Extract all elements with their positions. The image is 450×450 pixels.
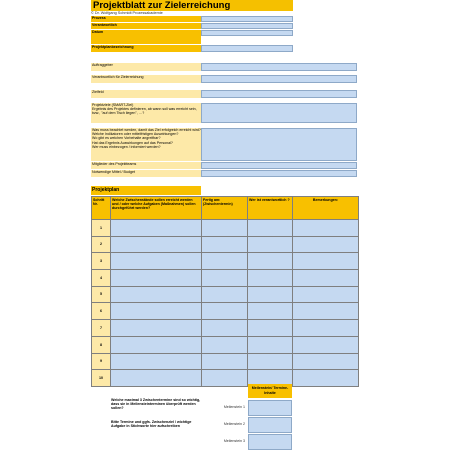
step-number: 10 bbox=[92, 370, 111, 387]
cell-wer[interactable] bbox=[248, 320, 293, 337]
field-label-mittel: Notwendige Mittel / Budget bbox=[91, 170, 201, 177]
page-subtitle: © Dr. Wolfgang Schmidt Prozessakademie bbox=[91, 11, 163, 15]
milestone-label-2: Meilenstein 2 bbox=[223, 422, 245, 426]
cell-fertig[interactable] bbox=[202, 270, 248, 287]
field-label-prozess: Prozess bbox=[91, 16, 201, 22]
header-bemerkungen: Bemerkungen: bbox=[293, 197, 359, 220]
field-label-mitglieder: Mitglieder des Projektteams bbox=[91, 162, 201, 169]
cell-wer[interactable] bbox=[248, 236, 293, 253]
field-input-fragen[interactable] bbox=[201, 128, 357, 161]
cell-fertig[interactable] bbox=[202, 320, 248, 337]
field-input-auftraggeber[interactable] bbox=[201, 63, 357, 71]
step-number: 4 bbox=[92, 270, 111, 287]
cell-zwischenstand[interactable] bbox=[111, 236, 202, 253]
table-header-row bbox=[92, 197, 359, 220]
cell-fertig[interactable] bbox=[202, 370, 248, 387]
step-number: 6 bbox=[92, 303, 111, 320]
table-row bbox=[92, 253, 359, 270]
field-label-projektziele: Projektziele (SMART-Ziel) Ergebnis des Projektes definieren, ab wann soll was erreicht sein, bzw., "auf dem Tisch liegen", …? bbox=[91, 103, 201, 123]
table-row bbox=[92, 270, 359, 287]
header-fertig: Fertig am: (Zwischentermin) bbox=[202, 197, 248, 220]
field-input-projektziele[interactable] bbox=[201, 103, 357, 123]
cell-fertig[interactable] bbox=[202, 286, 248, 303]
field-input-mitglieder[interactable] bbox=[201, 162, 357, 169]
field-label-verantwortlich-ziel: Verantwortlich für Zielerreichung bbox=[91, 75, 201, 83]
cell-fertig[interactable] bbox=[202, 253, 248, 270]
field-input-verantwortlich-ziel[interactable] bbox=[201, 75, 357, 83]
table-row bbox=[92, 320, 359, 337]
step-number: 1 bbox=[92, 220, 111, 237]
field-input-projektplan[interactable] bbox=[201, 45, 293, 52]
cell-bemerkungen[interactable] bbox=[293, 353, 359, 370]
field-label-projektplan: Projektplanbezeichnung bbox=[91, 45, 201, 52]
cell-zwischenstand[interactable] bbox=[111, 353, 202, 370]
table-row bbox=[92, 286, 359, 303]
milestones-header: Meilenstein/ Termine-Inhalte bbox=[248, 384, 292, 398]
cell-zwischenstand[interactable] bbox=[111, 270, 202, 287]
cell-wer[interactable] bbox=[248, 220, 293, 237]
cell-bemerkungen[interactable] bbox=[293, 270, 359, 287]
spacer-orange bbox=[91, 36, 201, 44]
cell-bemerkungen[interactable] bbox=[293, 320, 359, 337]
cell-zwischenstand[interactable] bbox=[111, 320, 202, 337]
cell-zwischenstand[interactable] bbox=[111, 220, 202, 237]
cell-bemerkungen[interactable] bbox=[293, 253, 359, 270]
field-label-zielfeld: Zielfeld bbox=[91, 90, 201, 98]
field-input-mittel[interactable] bbox=[201, 170, 357, 177]
cell-bemerkungen[interactable] bbox=[293, 220, 359, 237]
page-title: Projektblatt zur Zielerreichung bbox=[91, 0, 293, 11]
step-number: 2 bbox=[92, 236, 111, 253]
table-row bbox=[92, 236, 359, 253]
cell-fertig[interactable] bbox=[202, 303, 248, 320]
cell-zwischenstand[interactable] bbox=[111, 370, 202, 387]
cell-bemerkungen[interactable] bbox=[293, 336, 359, 353]
milestones-question-2: Bitte Termine und ggfs. Zwischenziel / wichtige Aufgabe in Stichworte hier aufschreiben bbox=[111, 420, 192, 429]
cell-wer[interactable] bbox=[248, 286, 293, 303]
table-row bbox=[92, 336, 359, 353]
cell-zwischenstand[interactable] bbox=[111, 253, 202, 270]
table-row bbox=[92, 370, 359, 387]
table-row bbox=[92, 353, 359, 370]
header-zwischenstand: Welche Zwischenstände sollen erreicht werden und / oder welche Aufgaben (Maßnahmen) sollen durchgeführt werden? bbox=[111, 197, 202, 220]
cell-bemerkungen[interactable] bbox=[293, 303, 359, 320]
field-input-zielfeld[interactable] bbox=[201, 90, 357, 98]
field-label-datum: Datum bbox=[91, 30, 201, 36]
cell-fertig[interactable] bbox=[202, 236, 248, 253]
table-row bbox=[92, 303, 359, 320]
cell-wer[interactable] bbox=[248, 303, 293, 320]
cell-bemerkungen[interactable] bbox=[293, 286, 359, 303]
cell-bemerkungen[interactable] bbox=[293, 236, 359, 253]
milestone-label-1: Meilenstein 1 bbox=[223, 405, 245, 409]
cell-wer[interactable] bbox=[248, 270, 293, 287]
cell-fertig[interactable] bbox=[202, 336, 248, 353]
cell-zwischenstand[interactable] bbox=[111, 286, 202, 303]
step-number: 7 bbox=[92, 320, 111, 337]
field-label-fragen: Was muss beachtet werden, damit das Ziel erfolgreich erreicht wird? Welche Indikatoren oder mittelfristigen Auswirkungen? Wo gibt es welchen Vorbehalte angreifbar? Hat das Ergebnis Auswirkungen auf das Personal? Wer muss einbezogen / informiert werden? bbox=[91, 128, 201, 161]
field-input-datum[interactable] bbox=[201, 30, 293, 36]
field-input-prozess[interactable] bbox=[201, 16, 293, 22]
step-number: 3 bbox=[92, 253, 111, 270]
cell-zwischenstand[interactable] bbox=[111, 336, 202, 353]
cell-bemerkungen[interactable] bbox=[293, 370, 359, 387]
milestone-label-3: Meilenstein 3 bbox=[223, 439, 245, 443]
milestone-input-1[interactable] bbox=[248, 400, 292, 416]
field-label-auftraggeber: Auftraggeber bbox=[91, 63, 201, 71]
step-number: 5 bbox=[92, 286, 111, 303]
project-plan-table bbox=[91, 196, 359, 387]
header-schritt: Schritt Nr. bbox=[92, 197, 111, 220]
cell-fertig[interactable] bbox=[202, 220, 248, 237]
header-wer: Wer ist verantwortlich ? bbox=[248, 197, 293, 220]
cell-wer[interactable] bbox=[248, 336, 293, 353]
field-input-verantwortlich[interactable] bbox=[201, 23, 293, 29]
step-number: 9 bbox=[92, 353, 111, 370]
milestone-input-3[interactable] bbox=[248, 434, 292, 450]
cell-wer[interactable] bbox=[248, 353, 293, 370]
step-number: 8 bbox=[92, 336, 111, 353]
cell-wer[interactable] bbox=[248, 253, 293, 270]
field-label-verantwortlich: Verantwortlich bbox=[91, 23, 201, 29]
cell-zwischenstand[interactable] bbox=[111, 303, 202, 320]
section-title-projektplan: Projektplan bbox=[91, 186, 201, 195]
milestone-input-2[interactable] bbox=[248, 417, 292, 433]
cell-fertig[interactable] bbox=[202, 353, 248, 370]
table-row bbox=[92, 220, 359, 237]
milestones-question-1: Welche maximal 3 Zwischentermine sind so wichtig, dass sie in Meilensteinterminen überprüft werden sollen? bbox=[111, 398, 201, 411]
